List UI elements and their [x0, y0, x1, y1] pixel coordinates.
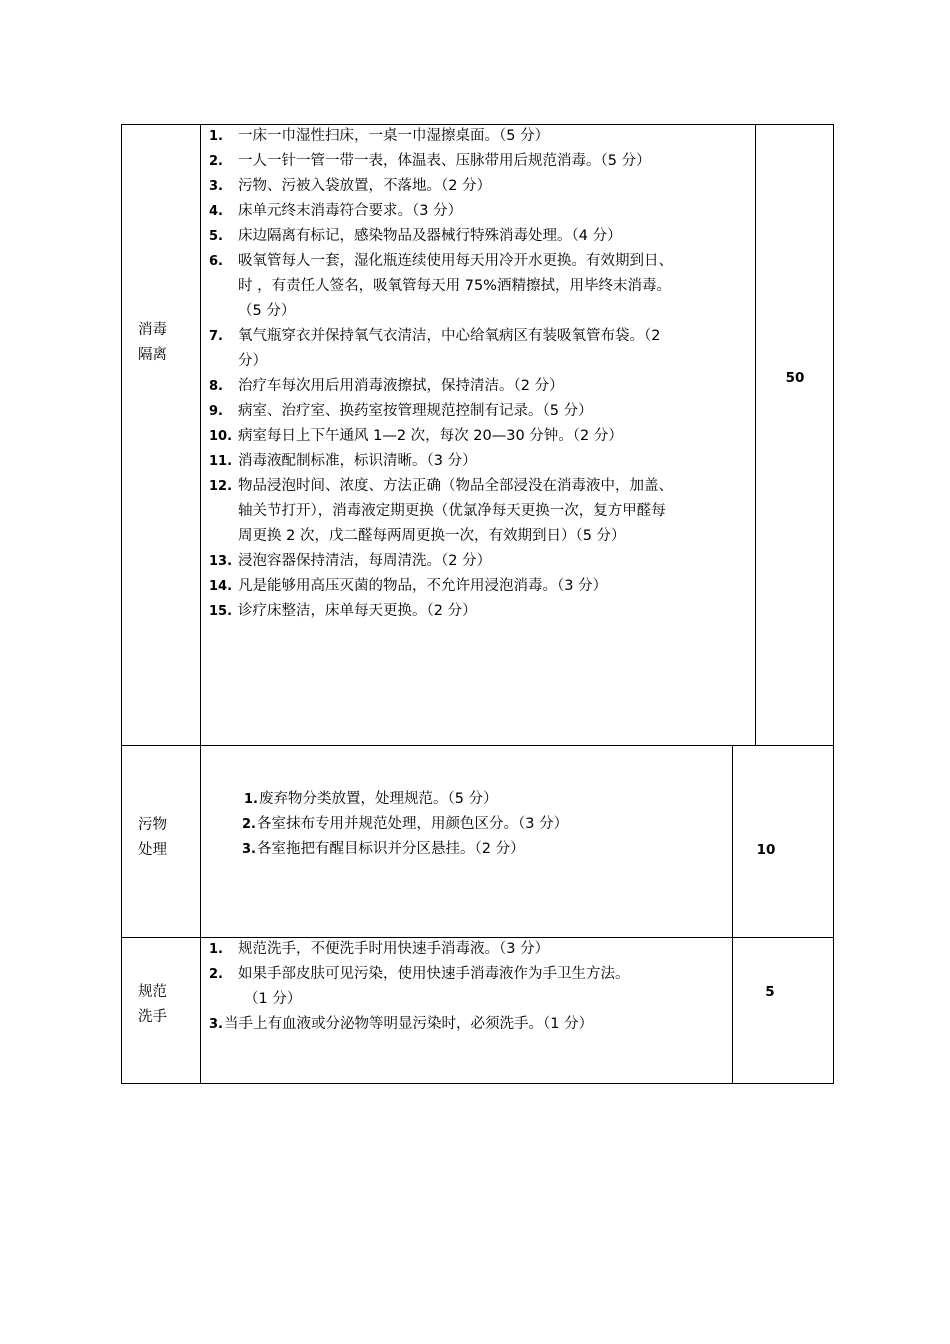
- item-number: 5.: [209, 229, 223, 244]
- item-text: 床单元终末消毒符合要求。（3 分）: [238, 203, 463, 219]
- item-number: 3.: [209, 1017, 223, 1032]
- category-label: [138, 813, 178, 863]
- item-number: 2.: [242, 817, 256, 832]
- column-divider: [755, 124, 756, 745]
- item-text: （1 分）: [244, 991, 302, 1007]
- item-text: 病室、治疗室、换药室按管理规范控制有记录。（5 分）: [238, 403, 593, 419]
- row-divider: [121, 745, 834, 746]
- category-label-line: 规范: [138, 984, 167, 1000]
- score-value: 5: [765, 984, 775, 1000]
- item-number: 6.: [209, 254, 223, 269]
- item-number: 1.: [209, 129, 223, 144]
- item-text: 吸氧管每人一套，湿化瓶连续使用每天用冷开水更换。有效期到日、: [238, 253, 673, 269]
- item-number: 3.: [209, 179, 223, 194]
- item-number: 12.: [209, 479, 233, 494]
- item-text: 一人一针一管一带一表，体温表、压脉带用后规范消毒。（5 分）: [238, 153, 651, 169]
- category-label: [138, 318, 178, 368]
- item-text: 时 ，有责任人签名，吸氧管每天用 75%酒精擦拭，用毕终末消毒。: [238, 278, 671, 294]
- item-number: 15.: [209, 604, 233, 619]
- item-text: 床边隔离有标记，感染物品及器械行特殊消毒处理。（4 分）: [238, 228, 622, 244]
- item-number: 8.: [209, 379, 223, 394]
- column-divider: [200, 124, 201, 1084]
- item-number: 1.: [244, 792, 258, 807]
- item-number: 10.: [209, 429, 233, 444]
- column-divider: [732, 745, 733, 1084]
- category-label: [138, 980, 178, 1030]
- item-text: 诊疗床整洁，床单每天更换。（2 分）: [238, 603, 477, 619]
- item-text: 分）: [238, 353, 267, 369]
- item-text: 病室每日上下午通风 1—2 次，每次 20—30 分钟。（2 分）: [238, 428, 623, 444]
- category-label-line: 处理: [138, 842, 167, 858]
- item-number: 4.: [209, 204, 223, 219]
- item-number: 14.: [209, 579, 233, 594]
- item-text: 污物、污被入袋放置，不落地。（2 分）: [238, 178, 492, 194]
- score-value: 50: [785, 370, 805, 386]
- item-number: 11.: [209, 454, 233, 469]
- item-text: 氧气瓶穿衣并保持氧气衣清洁，中心给氧病区有装吸氧管布袋。（2: [238, 328, 661, 344]
- score-value: 10: [756, 842, 776, 858]
- category-label-line: 洗手: [138, 1009, 167, 1025]
- item-number: 2.: [209, 154, 223, 169]
- item-text: 凡是能够用高压灭菌的物品，不允许用浸泡消毒。（3 分）: [238, 578, 608, 594]
- item-text: 一床一巾湿性扫床，一桌一巾湿擦桌面。（5 分）: [238, 128, 550, 144]
- category-label-line: 隔离: [138, 347, 167, 363]
- category-label-line: 污物: [138, 817, 167, 833]
- item-number: 1.: [209, 942, 223, 957]
- item-text: 各室拖把有醒目标识并分区悬挂。（2 分）: [257, 841, 525, 857]
- item-text: 规范洗手，不便洗手时用快速手消毒液。（3 分）: [238, 941, 550, 957]
- item-text: （5 分）: [238, 303, 296, 319]
- item-text: 浸泡容器保持清洁，每周清洗。（2 分）: [238, 553, 492, 569]
- item-text: 物品浸泡时间、浓度、方法正确（物品全部浸没在消毒液中，加盖、: [238, 478, 673, 494]
- category-label-line: 消毒: [138, 322, 167, 338]
- item-number: 3.: [242, 842, 256, 857]
- item-number: 9.: [209, 404, 223, 419]
- item-text: 废弃物分类放置，处理规范。（5 分）: [259, 791, 498, 807]
- item-text: 消毒液配制标准，标识清晰。（3 分）: [238, 453, 477, 469]
- item-text: 周更换 2 次，戊二醛每两周更换一次，有效期到日）（5 分）: [238, 528, 626, 544]
- item-text: 如果手部皮肤可见污染，使用快速手消毒液作为手卫生方法。: [238, 966, 630, 982]
- item-text: 治疗车每次用后用消毒液擦拭，保持清洁。（2 分）: [238, 378, 564, 394]
- item-number: 13.: [209, 554, 233, 569]
- item-text: 轴关节打开），消毒液定期更换（优氯净每天更换一次，复方甲醛每: [238, 503, 666, 519]
- item-text: 各室抹布专用并规范处理，用颜色区分。（3 分）: [257, 816, 569, 832]
- item-number: 2.: [209, 967, 223, 982]
- item-number: 7.: [209, 329, 223, 344]
- item-text: 当手上有血液或分泌物等明显污染时，必须洗手。（1 分）: [224, 1016, 594, 1032]
